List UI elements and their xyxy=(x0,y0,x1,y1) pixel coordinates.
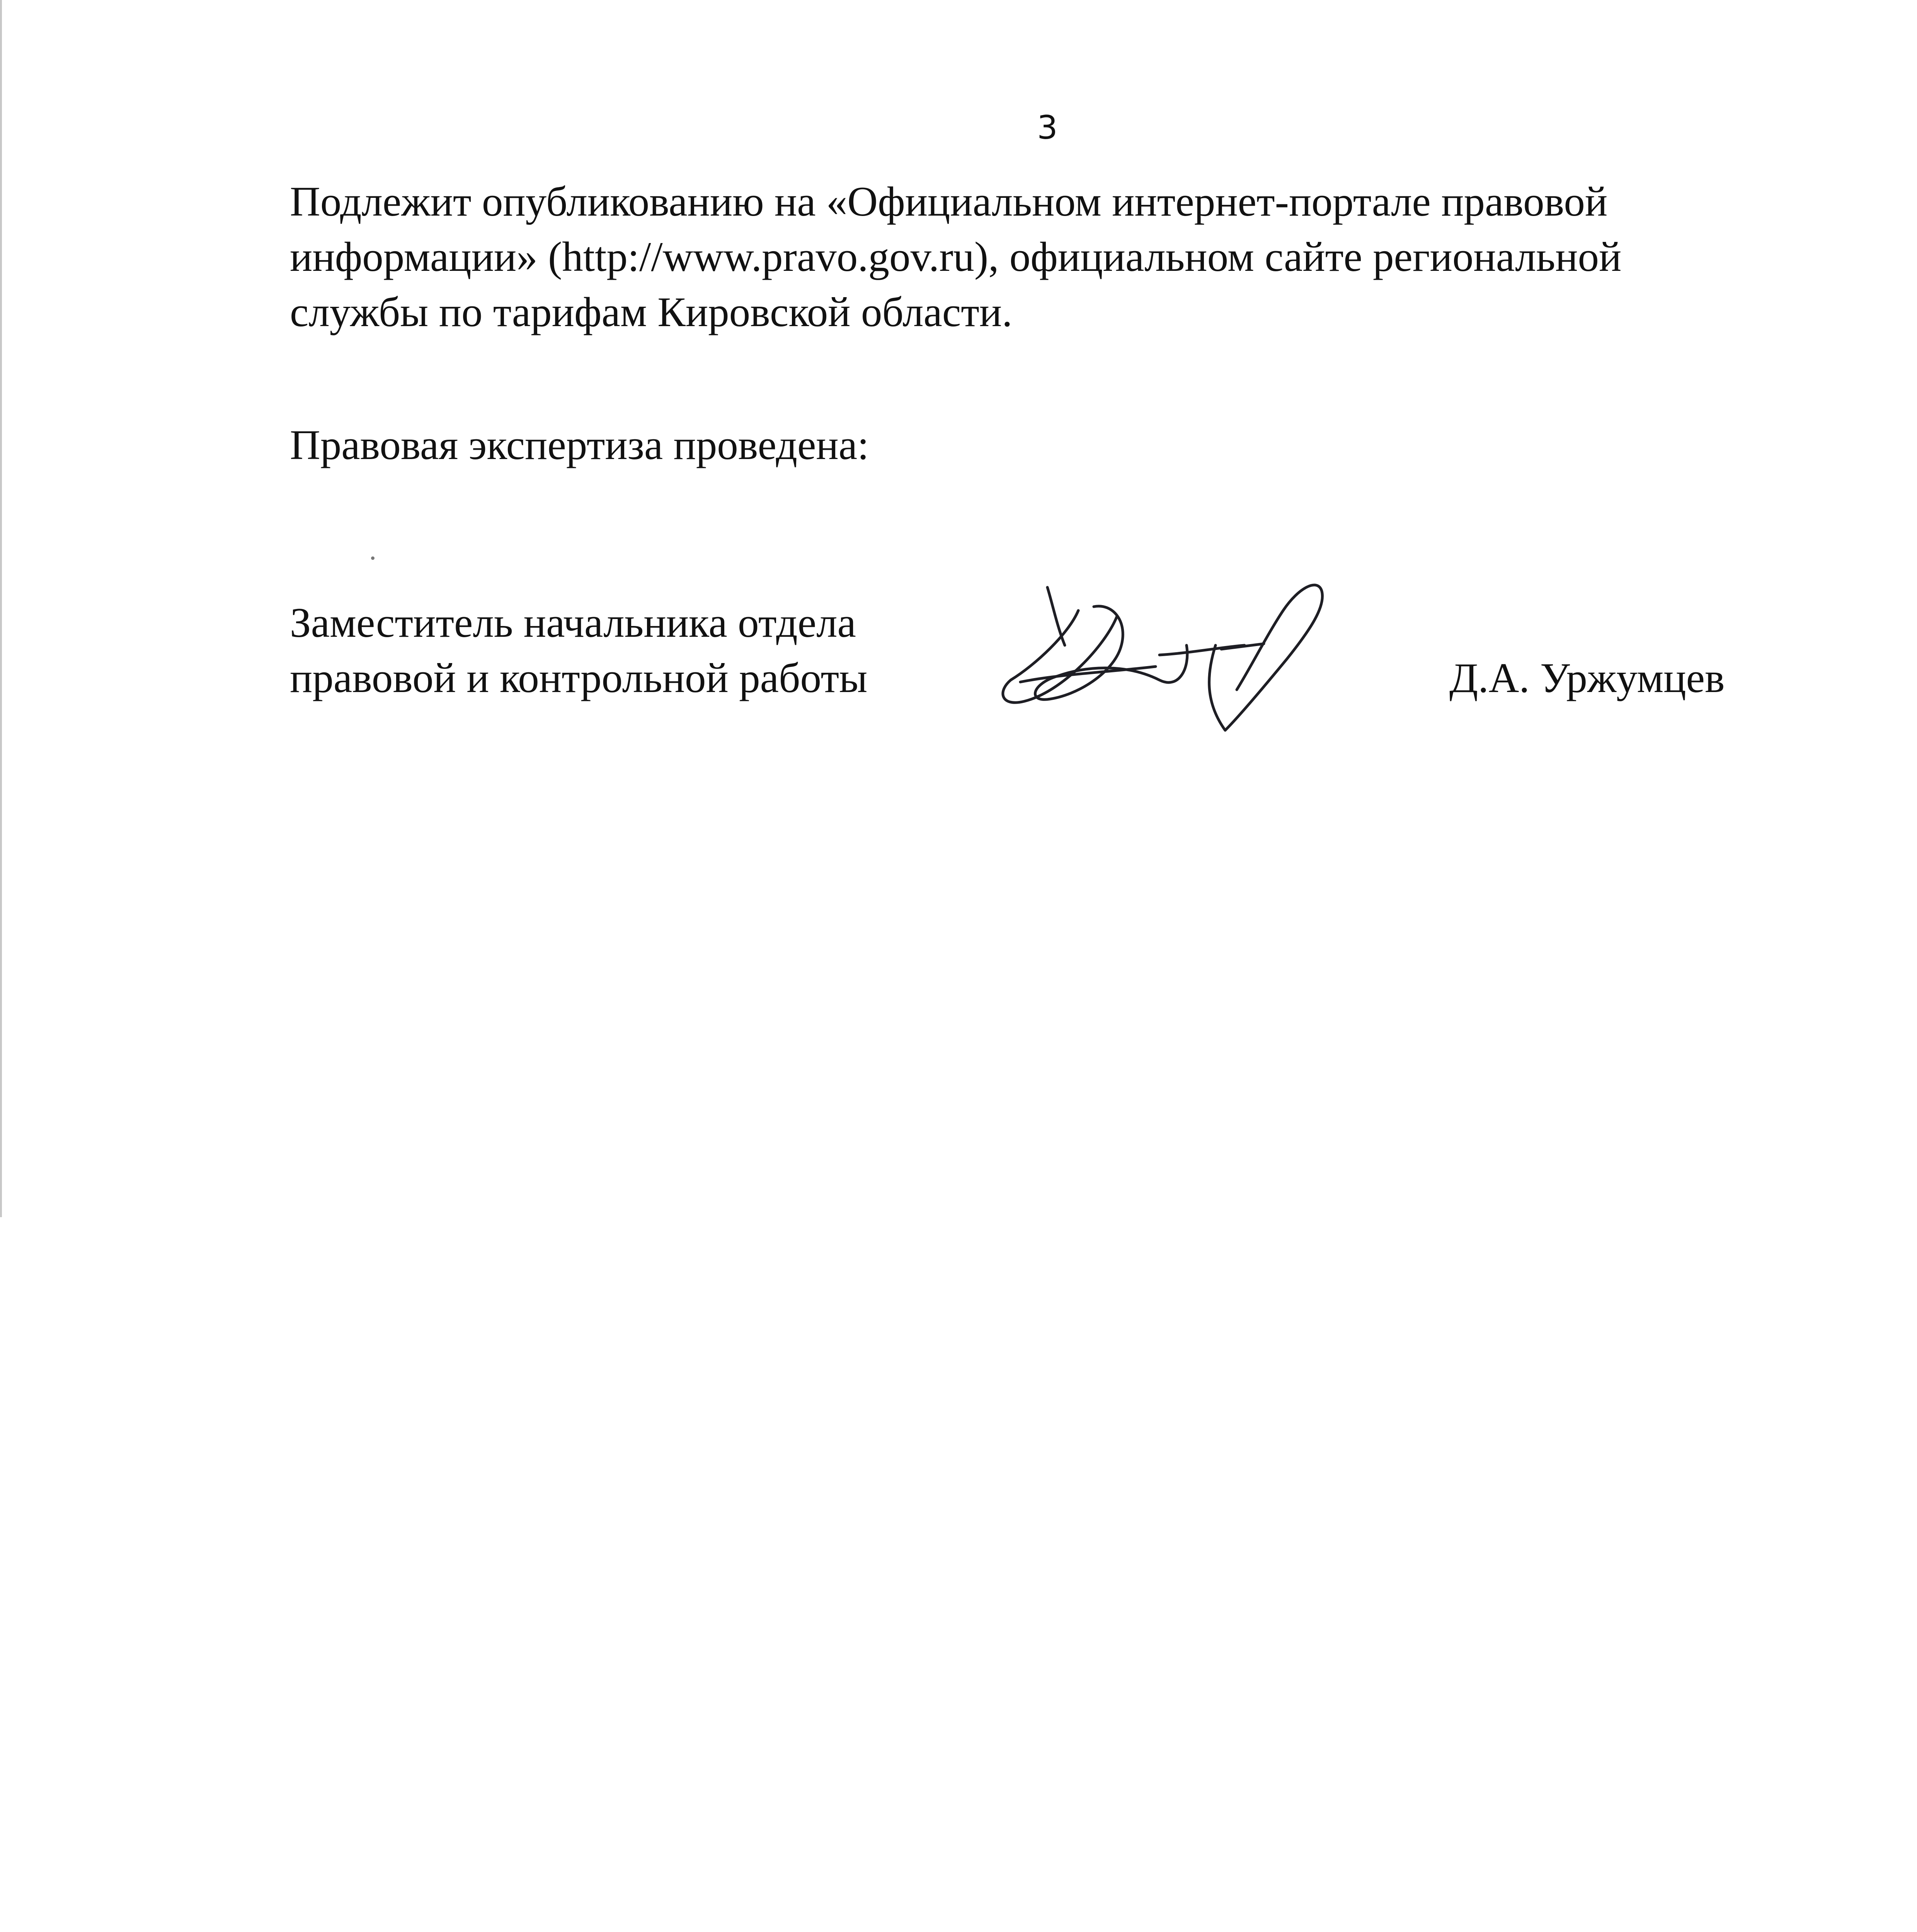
publication-line-2 xyxy=(290,229,1747,284)
word: правовой xyxy=(1441,178,1608,225)
word: Подлежит xyxy=(290,178,472,225)
handwritten-signature xyxy=(989,549,1445,750)
page-number: 3 xyxy=(1037,109,1058,146)
scan-edge-shadow xyxy=(0,0,2,1217)
word: опубликованию xyxy=(482,178,764,225)
legal-expertise-note: Правовая экспертиза проведена: xyxy=(290,422,869,468)
word: региональной xyxy=(1372,233,1622,280)
word: «Официальном xyxy=(826,178,1102,225)
word: интернет-портале xyxy=(1112,178,1431,225)
publication-line-1 xyxy=(290,174,1747,229)
word: официальном xyxy=(1009,233,1255,280)
scan-speck xyxy=(371,556,375,560)
word: на xyxy=(774,178,816,225)
word: информации» xyxy=(290,233,538,280)
signatory-name: Д.А. Уржумцев xyxy=(1449,655,1725,701)
signatory-position-line-1: Заместитель начальника отдела xyxy=(290,599,856,646)
pravo-link: (http://www.pravo.gov.ru), xyxy=(548,233,999,280)
word: сайте xyxy=(1265,233,1362,280)
publication-line-3: службы по тарифам Кировской области. xyxy=(290,289,1013,335)
signatory-position xyxy=(290,595,867,706)
publication-paragraph xyxy=(290,174,1747,340)
signatory-position-line-2: правовой и контрольной работы xyxy=(290,655,868,701)
